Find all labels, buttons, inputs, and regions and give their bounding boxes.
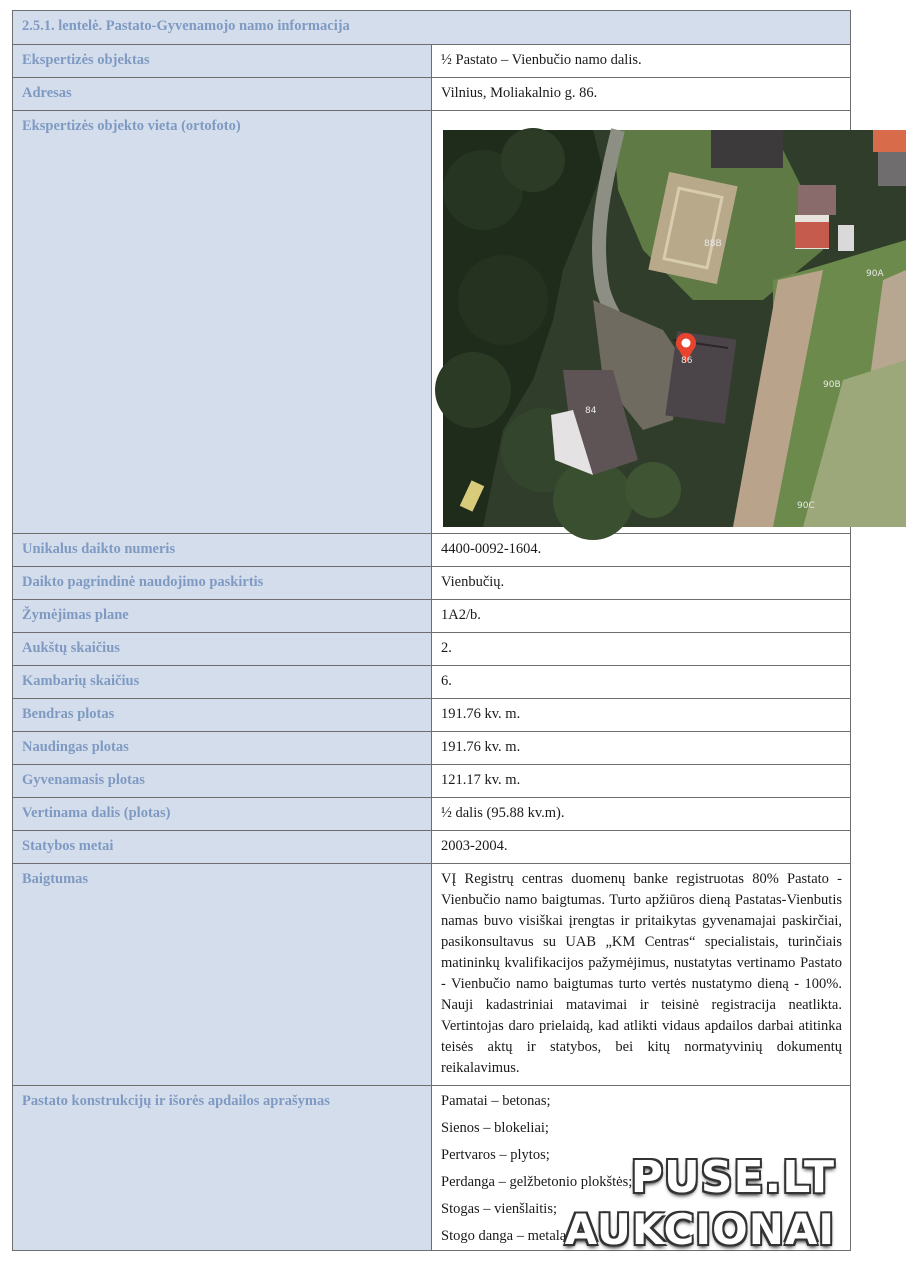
label-ortho-photo: Ekspertizės objekto vieta (ortofoto) xyxy=(13,111,432,534)
label-main-purpose: Daikto pagrindinė naudojimo paskirtis xyxy=(13,567,432,600)
label-address: Adresas xyxy=(13,78,432,111)
map-label-90a: 90A xyxy=(866,269,884,279)
value-total-area: 191.76 kv. m. xyxy=(432,699,851,732)
label-rooms: Kambarių skaičius xyxy=(13,666,432,699)
value-main-purpose: Vienbučių. xyxy=(432,567,851,600)
value-build-years: 2003-2004. xyxy=(432,831,851,864)
label-unique-number: Unikalus daikto numeris xyxy=(13,534,432,567)
label-useful-area: Naudingas plotas xyxy=(13,732,432,765)
value-completeness: VĮ Registrų centras duomenų banke registruotas 80% Pastato - Vienbučio namo baigtumas. Turto apžiūros dieną Pastatas-Vienbutis namas buvo visiškai įrengtas ir pritaikytas gyvenamajai paskirčiai, pasikonsultavus su UAB „KM Centras“ specialistais, turinčiais matininkų kvalifikacijos pažymėjimus, nustatytas vertinamo Pastato - Vienbučio namo baigtumas turto vertės nustatymo dieną - 100%. Nauji kadastriniai matavimai ir teisinė registracija neatlikta. Vertintojas daro prielaidą, kad atlikti vidaus apdailos darbai atitinka teisės aktų ir statybos, bei kitų normatyvinių dokumentų reikalavimus. xyxy=(432,864,851,1086)
ortho-photo-cell xyxy=(432,111,884,534)
label-completeness: Baigtumas xyxy=(13,864,432,1086)
ortho-photo xyxy=(443,130,906,527)
label-expertise-object: Ekspertizės objektas xyxy=(13,45,432,78)
list-item: Stogo danga – metalas; xyxy=(441,1228,576,1244)
table-caption: 2.5.1. lentelė. Pastato-Gyvenamojo namo informacija xyxy=(13,11,851,45)
value-useful-area: 191.76 kv. m. xyxy=(432,732,851,765)
map-label-90c: 90C xyxy=(797,501,815,511)
value-valued-part: ½ dalis (95.88 kv.m). xyxy=(432,798,851,831)
value-unique-number: 4400-0092-1604. xyxy=(432,534,851,567)
list-item: Pamatai – betonas; xyxy=(441,1093,551,1109)
map-label-88b: 88B xyxy=(704,239,722,249)
value-address: Vilnius, Moliakalnio g. 86. xyxy=(432,78,851,111)
watermark-line-1: PUSE.LT xyxy=(630,1152,835,1203)
map-label-84: 84 xyxy=(585,406,597,416)
label-living-area: Gyvenamasis plotas xyxy=(13,765,432,798)
label-plan-marking: Žymėjimas plane xyxy=(13,600,432,633)
map-label-90b: 90B xyxy=(823,380,841,390)
list-item: Sienos – blokeliai; xyxy=(441,1120,549,1136)
map-label-86: 86 xyxy=(681,356,693,366)
value-expertise-object: ½ Pastato – Vienbučio namo dalis. xyxy=(432,45,851,78)
aerial-map-image xyxy=(443,130,906,527)
label-construction-description: Pastato konstrukcijų ir išorės apdailos aprašymas xyxy=(13,1086,432,1251)
label-valued-part: Vertinama dalis (plotas) xyxy=(13,798,432,831)
label-floors: Aukštų skaičius xyxy=(13,633,432,666)
list-item: Perdanga – gelžbetonio plokštės; xyxy=(441,1174,633,1190)
value-living-area: 121.17 kv. m. xyxy=(432,765,851,798)
watermark-line-2: AUKCIONAI xyxy=(564,1205,835,1254)
label-build-years: Statybos metai xyxy=(13,831,432,864)
value-rooms: 6. xyxy=(432,666,851,699)
list-item: Pertvaros – plytos; xyxy=(441,1147,550,1163)
property-info-table xyxy=(12,10,884,1251)
value-floors: 2. xyxy=(432,633,851,666)
label-total-area: Bendras plotas xyxy=(13,699,432,732)
list-item: Stogas – vienšlaitis; xyxy=(441,1201,557,1217)
value-plan-marking: 1A2/b. xyxy=(432,600,851,633)
